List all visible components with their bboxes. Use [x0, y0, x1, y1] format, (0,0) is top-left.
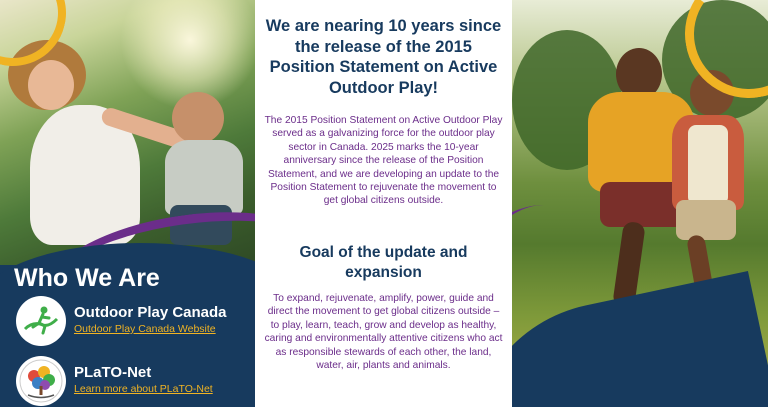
kid-shorts: [676, 200, 736, 240]
boy-shirt: [165, 140, 243, 215]
goal-paragraph: To expand, rejuvenate, amplify, power, guide and direct the movement to get global citizens outside – to play, learn, teach, grow and develop as healthy, caring and environmentally attentive citizens who act as responsible stewards of each other, the land, water, air, plants and animals.: [264, 293, 503, 372]
boy-head: [172, 92, 224, 144]
plato-net-learn-more-link[interactable]: Learn more about PLaTO-Net: [74, 383, 213, 395]
goal-subheading: Goal of the update and expansion: [299, 244, 468, 281]
kid-shirt-inner: [688, 125, 728, 205]
main-heading: We are nearing 10 years since the release of the 2015 Position Statement on Active Outdoor Play!: [265, 17, 502, 97]
tree-globe-logo-icon: [16, 356, 66, 406]
position-statement-paragraph: The 2015 Position Statement on Active Outdoor Play served as a galvanizing force for the outdoor play sector in Canada. 2025 marks the 10-year anniversary since the release of the Position Statement, and we are developing an update to the Position Statement to rejuvenate the movement to get global citizens outside.: [264, 115, 503, 207]
who-we-are-heading: Who We Are: [14, 264, 160, 292]
running-person-logo-icon: [16, 296, 66, 346]
middle-panel: [255, 0, 512, 407]
left-panel: [0, 0, 255, 407]
outdoor-play-canada-website-link[interactable]: Outdoor Play Canada Website: [74, 323, 216, 335]
girl-face: [28, 60, 74, 110]
right-panel: [512, 0, 768, 407]
org-name: Outdoor Play Canada: [74, 304, 227, 321]
org-outdoor-play-canada: [16, 296, 251, 348]
org-name: PLaTO-Net: [74, 364, 152, 381]
org-plato-net: [16, 356, 251, 407]
